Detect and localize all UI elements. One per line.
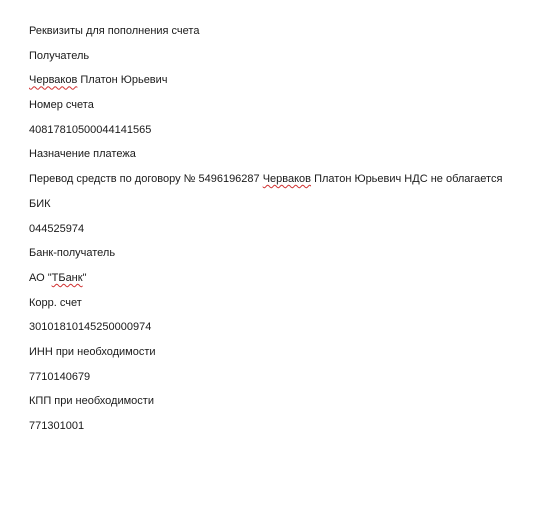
corr-account-label: Корр. счет [29,296,82,309]
purpose-suffix: Платон Юрьевич НДС не облагается [311,173,503,186]
bank-suffix: " [82,271,87,284]
spellcheck-underlined-word[interactable]: ТБанк [51,271,83,284]
bik-label: БИК [29,197,51,210]
purpose-label: Назначение платежа [29,148,136,161]
corr-account-value: 30101810145250000974 [29,321,152,334]
inn-value: 7710140679 [29,370,91,383]
purpose-prefix: Перевод средств по договору № 5496196287 [29,173,263,186]
account-number: 40817810500044141565 [29,123,152,136]
document-body[interactable] [29,24,533,433]
inn-label: ИНН при необходимости [29,345,156,358]
spellcheck-underlined-word[interactable]: Черваков [29,74,78,87]
recipient-name [29,73,533,87]
account-label: Номер счета [29,99,94,112]
recipient-label: Получатель [29,49,90,62]
bank-label: Банк-получатель [29,247,116,260]
recipient-name-rest: Платон Юрьевич [77,74,168,87]
kpp-label: КПП при необходимости [29,395,154,408]
document-title: Реквизиты для пополнения счета [29,25,200,37]
bank-prefix: АО " [29,271,52,284]
spellcheck-underlined-word[interactable]: Черваков [262,173,312,186]
purpose-text [29,172,533,186]
kpp-value: 771301001 [29,420,85,432]
bank-name [29,271,533,285]
bik-value: 044525974 [29,222,85,235]
